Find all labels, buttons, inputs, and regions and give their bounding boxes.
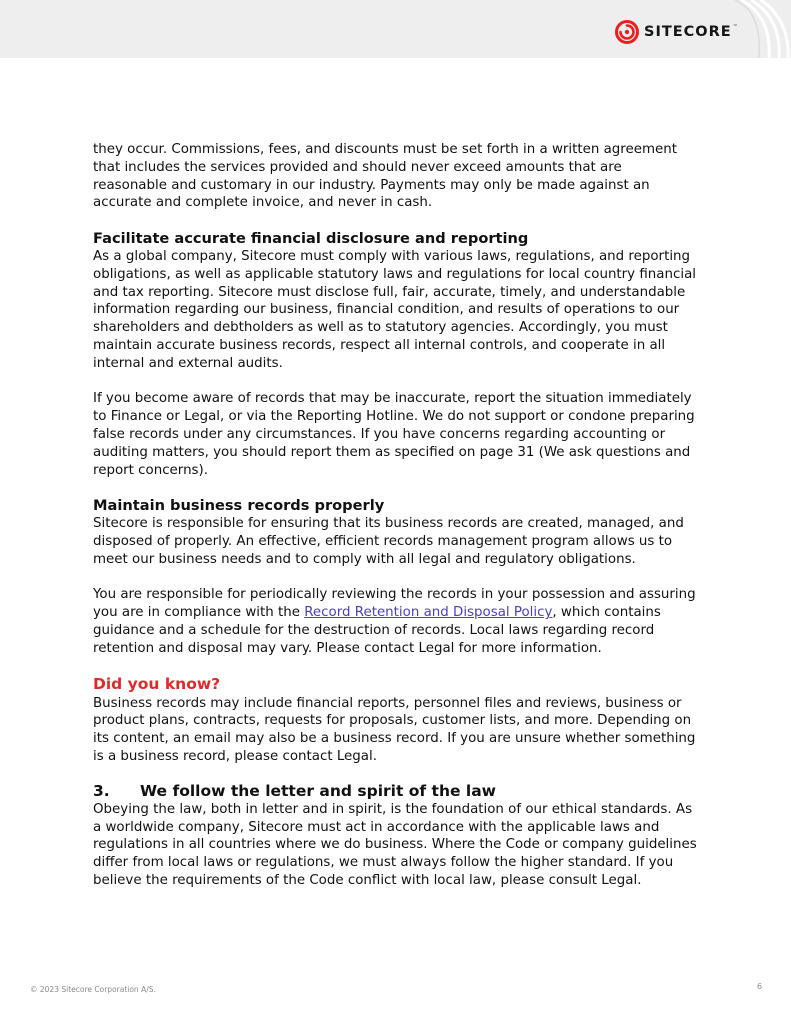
paragraph-obeying-law: Obeying the law, both in letter and in spirit, is the foundation of our ethical standards. As a worldwide company, Sitecore must act in accordance with the applicable laws and regulations in all countries where we do business. Where the Code or company guidelines differ from local laws or regulations, we must always follow the higher standard. If you believe the requirements of the Code conflict with local law, please consult Legal. [93, 801, 697, 888]
document-body [93, 141, 699, 890]
section-3-heading [93, 782, 699, 801]
decorative-swoosh-icon [731, 0, 791, 58]
heading-financial-disclosure: Facilitate accurate financial disclosure and reporting [93, 229, 529, 247]
logo-wordmark: SITECORE™ [644, 24, 739, 40]
page-header [0, 0, 791, 58]
section-title: We follow the letter and spirit of the law [140, 781, 497, 800]
heading-did-you-know: Did you know? [93, 674, 221, 693]
footer-copyright: © 2023 Sitecore Corporation A/S. [30, 985, 156, 994]
sitecore-logo [615, 20, 739, 44]
section-number: 3. [93, 781, 110, 800]
heading-business-records: Maintain business records properly [93, 497, 385, 515]
paragraph-records-responsibility: Sitecore is responsible for ensuring that its business records are created, managed, and disposed of properly. An effective, efficient records management program allows us to meet our business needs and to comply with all legal and regulatory obligations. [93, 516, 684, 567]
paragraph-inaccurate-records: If you become aware of records that may be inaccurate, report the situation immediately to Finance or Legal, or via the Reporting Hotline. We do not support or condone preparing false records under any circumstances. If you have concerns regarding accounting or auditing matters, you should report them as specified on page 31 (We ask questions and report concerns). [93, 391, 695, 478]
paragraph-record-retention: You are responsible for periodically reviewing the records in your possession and assuring you are in compliance with the Record Retention and Disposal Policy, which contains guidance and a schedule for the destruction of records. Local laws regarding record retention and disposal may vary. Please contact Legal for more information. [93, 587, 696, 656]
paragraph-commissions: they occur. Commissions, fees, and discounts must be set forth in a written agreement that includes the services provided and should never exceed amounts that are reasonable and customary in our industry. Payments may only be made against an accurate and complete invoice, and never in cash. [93, 142, 678, 211]
sitecore-logo-icon [615, 20, 639, 44]
page-number: 6 [757, 982, 763, 991]
paragraph-business-records-examples: Business records may include financial reports, personnel files and reviews, business or product plans, contracts, requests for proposals, customer lists, and more. Depending on its content, an email may also be a business record. If you are unsure whether something is a business record, please contact Legal. [93, 695, 696, 764]
record-retention-policy-link[interactable]: Record Retention and Disposal Policy [304, 605, 553, 621]
paragraph-global-company: As a global company, Sitecore must comply with various laws, regulations, and reporting obligations, as well as applicable statutory laws and regulations for local country financial and tax reporting. Sitecore must disclose full, fair, accurate, timely, and understandable information regarding our business, financial condition, and results of operations to our shareholders and debtholders as well as to statutory agencies. Accordingly, you must maintain accurate business records, respect all internal controls, and cooperate in all internal and external audits. [93, 248, 696, 371]
